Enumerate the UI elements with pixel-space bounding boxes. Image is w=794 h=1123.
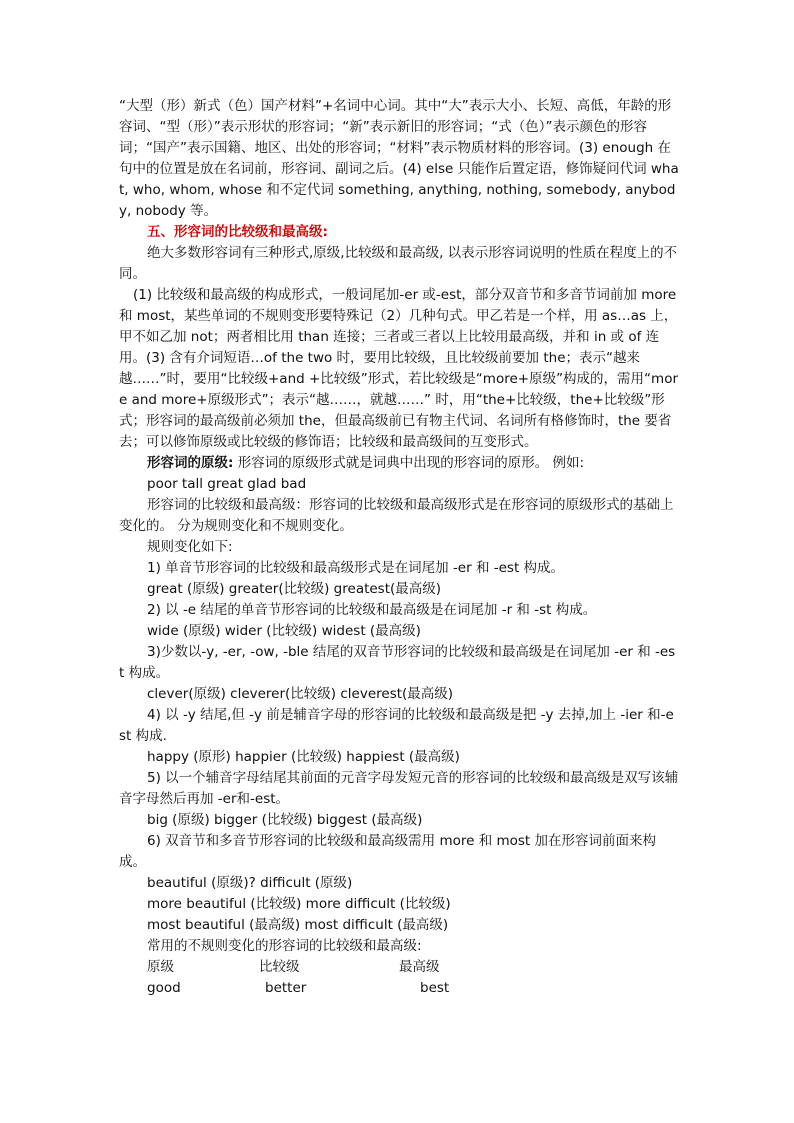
table-cell: good <box>147 980 181 996</box>
table-header-superlative: 最高级 <box>399 959 440 975</box>
table-header-positive: 原级 <box>147 959 174 975</box>
rule-3-example: clever(原级) cleverer(比较级) cleverest(最高级) <box>147 686 454 702</box>
rule-6-example-comparative: more beautiful (比较级) more difficult (比较级) <box>147 896 451 912</box>
table-cell: best <box>420 980 450 996</box>
rule-1-example: great (原级) greater(比较级) greatest(最高级) <box>147 581 442 597</box>
rule-5-example: big (原级) bigger (比较级) biggest (最高级) <box>147 812 423 828</box>
paragraph-comparative-intro: 形容词的比较级和最高级：形容词的比较级和最高级形式是在形容词的原级形式的基础上变化的。 分为规则变化和不规则变化。 <box>119 497 674 534</box>
rule-5: 5) 以一个辅音字母结尾其前面的元音字母发短元音的形容词的比较级和最高级是双写该辅音字母然后再加 -er和-est。 <box>119 770 679 807</box>
paragraph-comparison-rules: (1) 比较级和最高级的构成形式，一般词尾加-er 或-est，部分双音节和多音节词前加 more 和 most，某些单词的不规则变形要特殊记（2）几种句式。甲乙若是一个样，用 as…as 上，甲不如乙加 not；两者相比用 than 连接；三者或三者以上比较用最高级，并和 in 或 of 连用。(3) 含有介词短语…of the two 时，要用比较级，且比较级前要加 the；表示“越来越……”时，要用“比较级+and +比较级”形式，若比较级是“more+原级”构成的，需用“more and more+原级形式”；表示“越……，就越……” 时，用“the+比较级，the+比较级”形式；形容词的最高级前必须加 the，但最高级前已有物主代词、名词所有格修饰时，the 要省去；可以修饰原级或比较级的修饰语；比较级和最高级间的互变形式。 <box>119 287 679 450</box>
positive-degree-text: 形容词的原级形式就是词典中出现的形容词的原形。 例如: <box>233 455 585 471</box>
irregular-table-row <box>119 978 679 999</box>
paragraph-adjective-order: “大型（形）新式（色）国产材料”+名词中心词。其中“大”表示大小、长短、高低，年龄的形容词、“型（形）”表示形状的形容词；“新”表示新旧的形容词；“式（色）”表示颜色的形容词；“国产”表示国籍、地区、出处的形容词；“材料”表示物质材料的形容词。(3) enough 在句中的位置是放在名词前，形容词、副词之后。(4) else 只能作后置定语，修饰疑问代词 what, who, whom, whose 和不定代词 something, anything, nothing, somebody, anybody, nobody 等。 <box>119 98 679 219</box>
irregular-intro: 常用的不规则变化的形容词的比较级和最高级: <box>147 938 422 954</box>
document-body <box>119 96 679 999</box>
paragraph-three-forms: 绝大多数形容词有三种形式,原级,比较级和最高级, 以表示形容词说明的性质在程度上的不同。 <box>119 245 678 282</box>
rule-3: 3)少数以-y, -er, -ow, -ble 结尾的双音节形容词的比较级和最高级是在词尾加 -er 和 -est 构成。 <box>119 644 676 681</box>
rule-intro: 规则变化如下: <box>147 539 233 555</box>
rule-2: 2) 以 -e 结尾的单音节形容词的比较级和最高级是在词尾加 -r 和 -st 构成。 <box>147 602 597 618</box>
rule-6-example-superlative: most beautiful (最高级) most difficult (最高级) <box>147 917 449 933</box>
example-words: poor tall great glad bad <box>147 476 307 492</box>
rule-4: 4) 以 -y 结尾,但 -y 前是辅音字母的形容词的比较级和最高级是把 -y 去掉,加上 -ier 和-est 构成. <box>119 707 674 744</box>
rule-1: 1) 单音节形容词的比较级和最高级形式是在词尾加 -er 和 -est 构成。 <box>147 560 565 576</box>
rule-6-example-positive: beautiful (原级)? difficult (原级) <box>147 875 353 891</box>
rule-2-example: wide (原级) wider (比较级) widest (最高级) <box>147 623 421 639</box>
table-header-comparative: 比较级 <box>259 959 300 975</box>
rule-6: 6) 双音节和多音节形容词的比较级和最高级需用 more 和 most 加在形容词前面来构成。 <box>119 833 657 870</box>
positive-degree-label: 形容词的原级: <box>147 455 234 471</box>
rule-4-example: happy (原形) happier (比较级) happiest (最高级) <box>147 749 460 765</box>
irregular-table-header <box>119 957 679 978</box>
paragraph-positive-degree <box>119 453 679 474</box>
section-heading: 五、形容词的比较级和最高级: <box>147 224 328 240</box>
table-cell: better <box>265 980 307 996</box>
